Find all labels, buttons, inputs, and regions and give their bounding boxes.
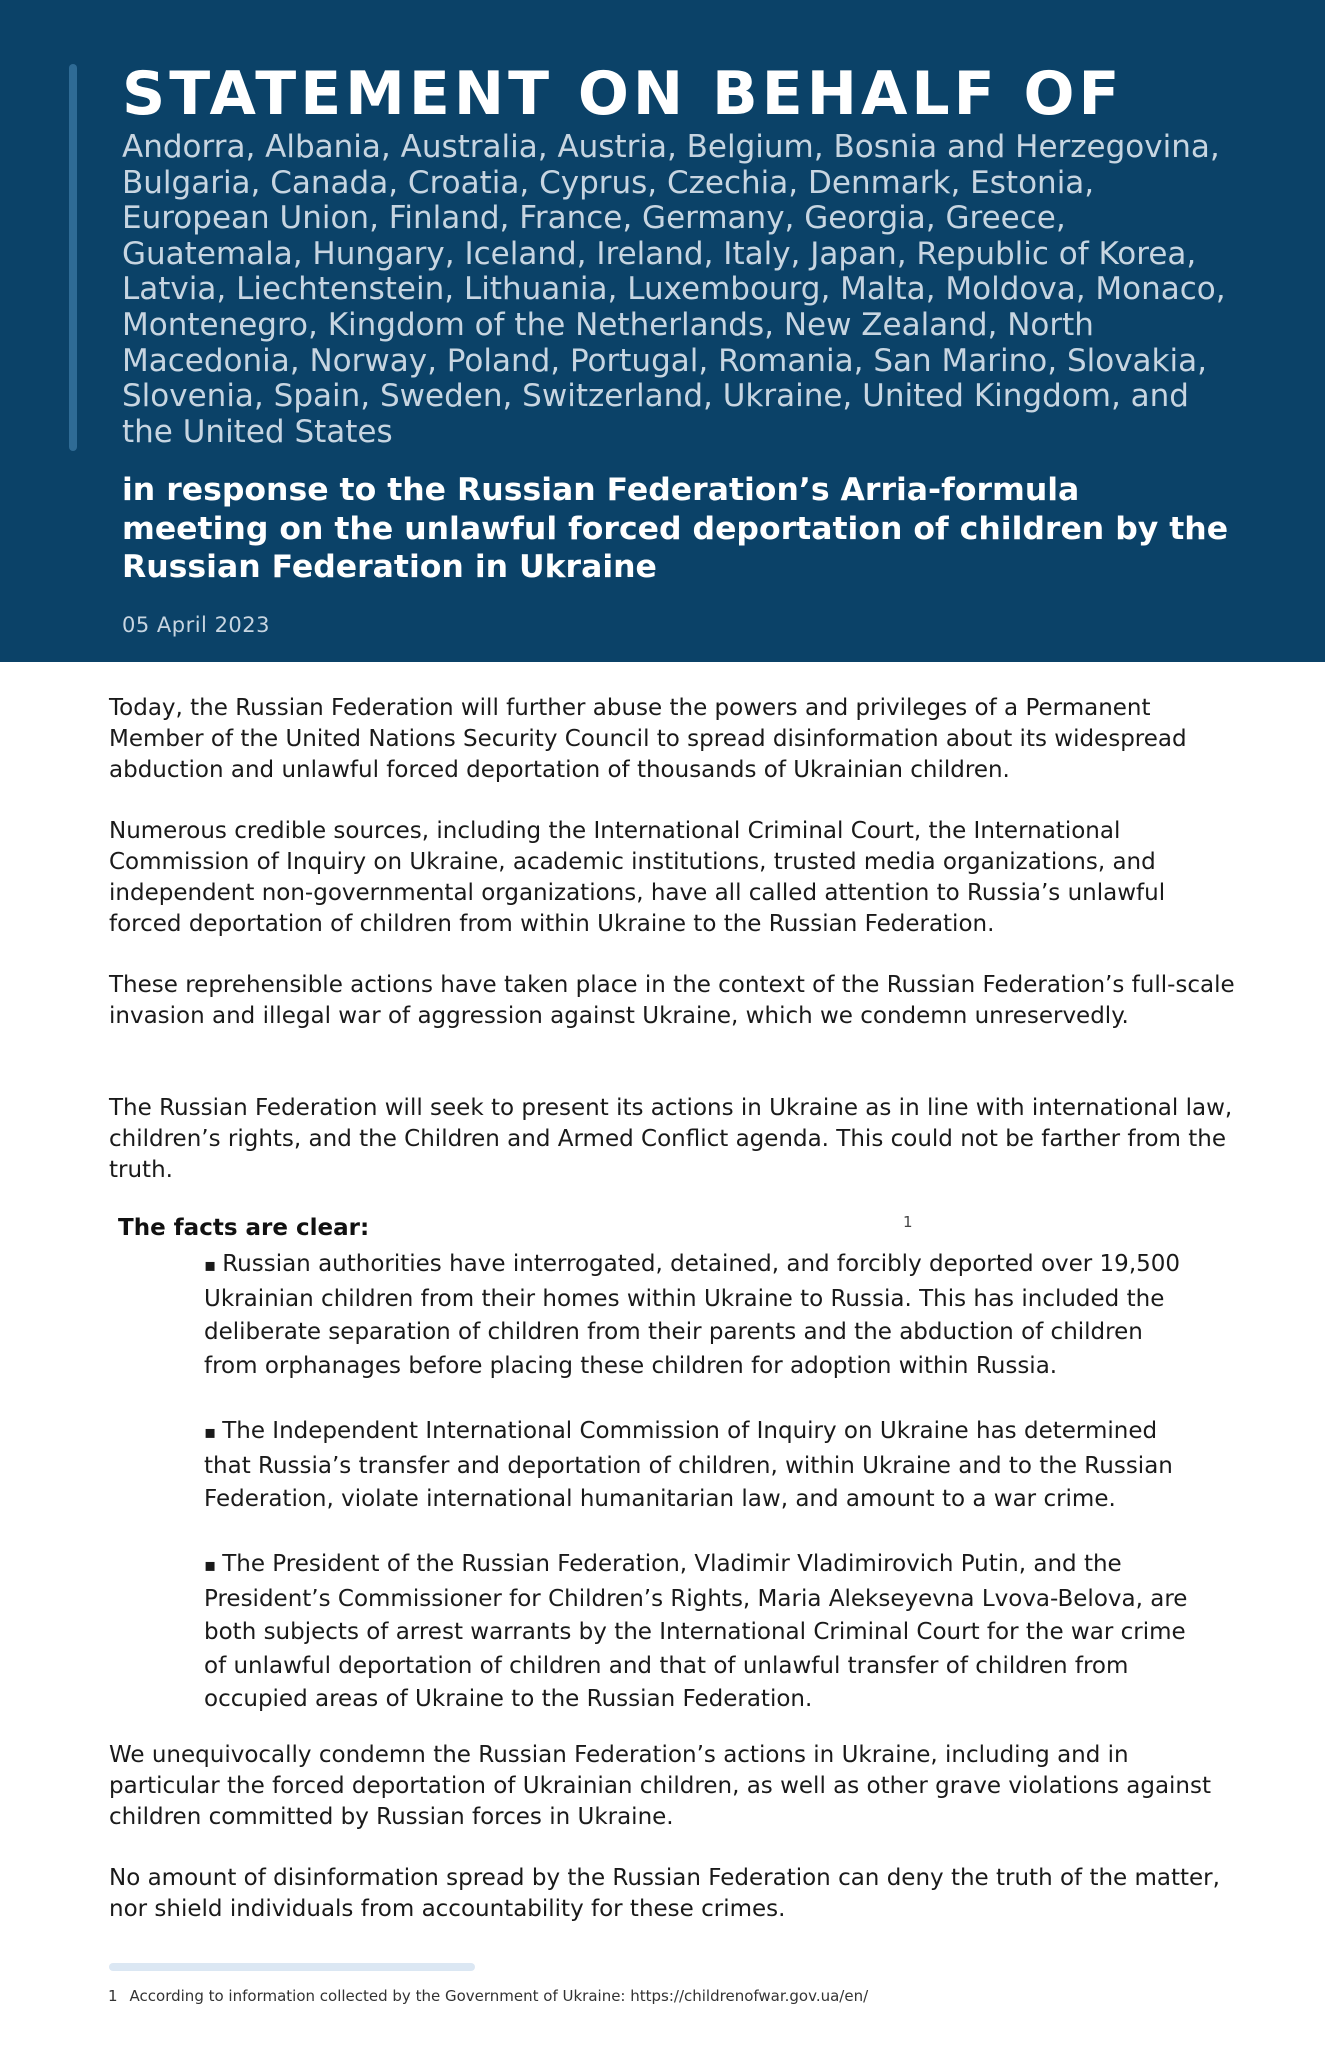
footnote <box>108 1987 1208 2005</box>
fact-bullet-1 <box>204 1248 1194 1383</box>
paragraph-4: The Russian Federation will seek to present its actions in Ukraine as in line with international law, children’s rights, and the Children and Armed Conflict agenda. This could not be farther from the truth. <box>109 1095 1233 1183</box>
bullet-icon: ▪ <box>204 1555 217 1576</box>
signatory-countries: Andorra, Albania, Australia, Austria, Belgium, Bosnia and Herzegovina, Bulgaria, Canada, Croatia, Cyprus, Czechia, Denmark, Estonia, European Union, Finland, France, Germany, Georgia, Greece, Guatemala, Hungary, Iceland, Ireland, Italy, Japan, Republic of Korea, Latvia, Liechtenstein, Lithuania, Luxembourg, Malta, Moldova, Monaco, Montenegro, Kingdom of the Netherlands, New Zealand, North Macedonia, Norway, Poland, Portugal, Romania, San Marino, Slovakia, Slovenia, Spain, Sweden, Switzerland, Ukraine, United Kingdom, and the United States <box>122 129 1226 450</box>
statement-header <box>0 0 1325 662</box>
facts-heading: The facts are clear: <box>118 1215 370 1241</box>
fact-bullet-3 <box>204 1548 1194 1717</box>
paragraph-2: Numerous credible sources, including the International Criminal Court, the International Commission of Inquiry on Ukraine, academic institutions, trusted media organizations, and independent non-governmental organizations, have all called attention to Russia’s unlawful forced deportation of children from within Ukraine to the Russian Federation. <box>109 818 1166 937</box>
statement-subtitle: in response to the Russian Federation’s Arria-formula meeting on the unlawful forced deportation of children by the Russian Federation in Ukraine <box>122 472 1229 585</box>
footnote-reference: 1 <box>903 1213 913 1231</box>
footnote-text: According to information collected by the Government of Ukraine: https://childrenofwar.gov.ua/en/ <box>129 1987 869 2005</box>
statement-date: 05 April 2023 <box>122 613 271 637</box>
fact-text: Russian authorities have interrogated, detained, and forcibly deported over 19,500 Ukrainian children from their homes within Ukraine to Russia. This has included the deliberate separation of children from their parents and the abduction of children from orphanages before placing these children for adoption within Russia. <box>204 1251 1181 1379</box>
bullet-icon: ▪ <box>204 1422 217 1443</box>
header-accent-bar <box>69 64 77 451</box>
footnote-divider <box>109 1963 475 1971</box>
bullet-icon: ▪ <box>204 1255 217 1276</box>
paragraph-3: These reprehensible actions have taken place in the context of the Russian Federation’s full-scale invasion and illegal war of aggression against Ukraine, which we condemn unreservedly. <box>109 972 1235 1029</box>
fact-text: The Independent International Commission of Inquiry on Ukraine has determined that Russia’s transfer and deportation of children, within Ukraine and to the Russian Federation, violate international humanitarian law, and amount to a war crime. <box>204 1418 1173 1512</box>
footnote-number: 1 <box>108 1987 118 2005</box>
paragraph-5: We unequivocally condemn the Russian Federation’s actions in Ukraine, including and in particular the forced deportation of Ukrainian children, as well as other grave violations against children committed by Russian forces in Ukraine. <box>109 1742 1212 1830</box>
statement-title: STATEMENT ON BEHALF OF <box>122 59 1124 129</box>
fact-bullet-2 <box>204 1415 1194 1517</box>
paragraph-1: Today, the Russian Federation will further abuse the powers and privileges of a Permanent Member of the United Nations Security Council to spread disinformation about its widespread abduction and unlawful forced deportation of thousands of Ukrainian children. <box>109 695 1187 783</box>
fact-text: The President of the Russian Federation, Vladimir Vladimirovich Putin, and the President’s Commissioner for Children’s Rights, Maria Alekseyevna Lvova-Belova, are both subjects of arrest warrants by the International Criminal Court for the war crime of unlawful deportation of children and that of unlawful transfer of children from occupied areas of Ukraine to the Russian Federation. <box>204 1551 1188 1712</box>
paragraph-6: No amount of disinformation spread by the Russian Federation can deny the truth of the matter, nor shield individuals from accountability for these crimes. <box>109 1865 1220 1922</box>
